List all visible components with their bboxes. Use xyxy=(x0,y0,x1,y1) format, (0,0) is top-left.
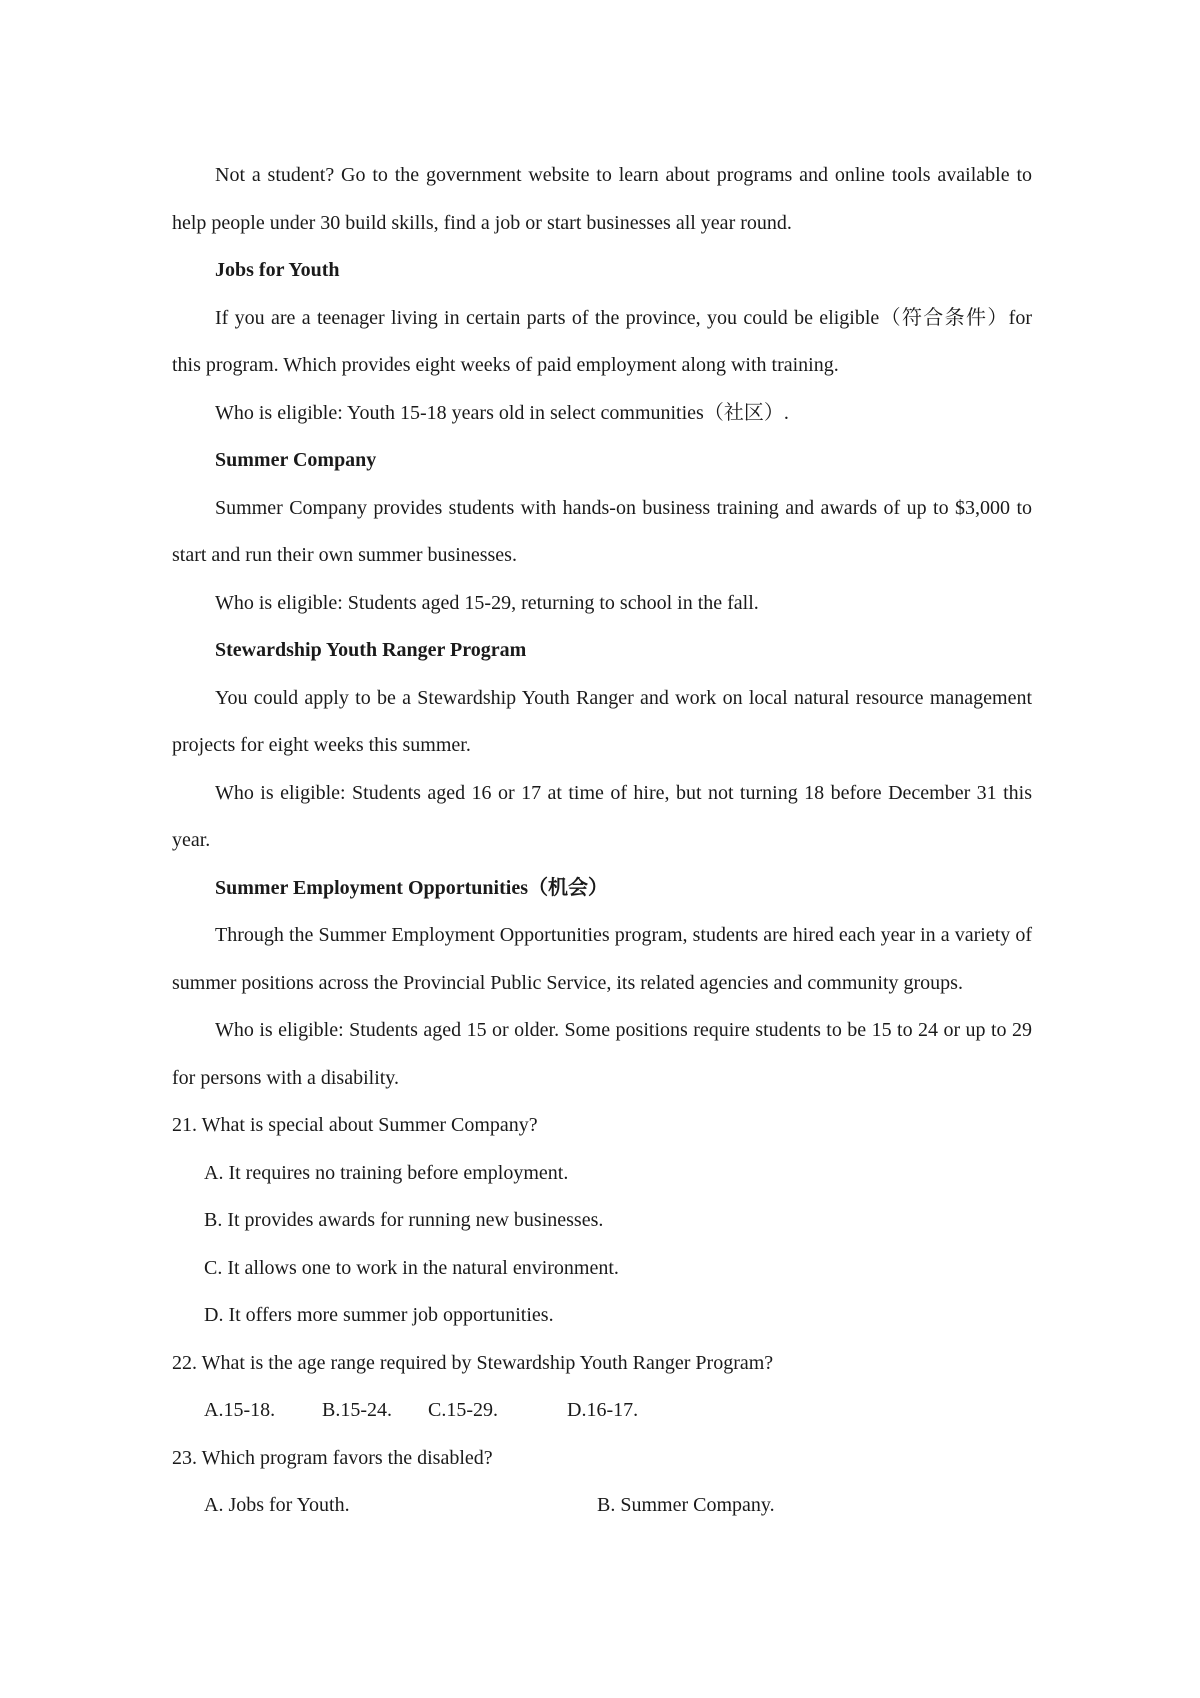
option-b: B. Summer Company. xyxy=(597,1494,775,1516)
section-body: If you are a teenager living in certain parts of the province, you could be eligible（符合条件）for this program. Which provides eight weeks of paid employment along with training. xyxy=(172,306,1032,376)
option-a: A.15-18. xyxy=(204,1399,276,1421)
option-d: D.16-17. xyxy=(567,1399,639,1421)
section-stewardship-youth-ranger xyxy=(172,627,1032,865)
section-jobs-for-youth xyxy=(172,247,1032,437)
section-summer-employment xyxy=(172,865,1032,1103)
option-c: C.15-29. xyxy=(428,1399,498,1421)
question-stem: 22. What is the age range required by Stewardship Youth Ranger Program? xyxy=(172,1351,774,1374)
section-heading: Jobs for Youth xyxy=(215,259,340,281)
section-eligibility: Who is eligible: Students aged 15-29, returning to school in the fall. xyxy=(215,591,759,614)
option-d: D. It offers more summer job opportunities. xyxy=(204,1304,554,1326)
option-b: B. It provides awards for running new businesses. xyxy=(204,1209,604,1231)
options-row xyxy=(172,1387,1032,1435)
section-eligibility: Who is eligible: Youth 15-18 years old in select communities（社区）. xyxy=(215,401,789,424)
question-22 xyxy=(172,1340,1032,1435)
option-c: C. It allows one to work in the natural environment. xyxy=(204,1256,619,1279)
question-stem: 21. What is special about Summer Company? xyxy=(172,1114,538,1136)
section-summer-company xyxy=(172,437,1032,627)
section-body: Through the Summer Employment Opportunities program, students are hired each year in a variety of summer positions across the Provincial Public Service, its related agencies and community groups. xyxy=(172,924,1032,994)
options-row xyxy=(172,1482,1032,1530)
document-page xyxy=(172,152,1032,1530)
section-eligibility: Who is eligible: Students aged 15 or older. Some positions require students to be 15 to 24 or up to 29 for persons with a disability. xyxy=(172,1019,1032,1089)
option-a: A. It requires no training before employment. xyxy=(204,1161,569,1184)
question-21 xyxy=(172,1102,1032,1340)
option-a: A. Jobs for Youth. xyxy=(204,1494,350,1516)
section-body: Summer Company provides students with hands-on business training and awards of up to $3,000 to start and run their own summer businesses. xyxy=(172,496,1032,566)
section-heading: Summer Company xyxy=(215,449,377,471)
section-body: You could apply to be a Stewardship Youth Ranger and work on local natural resource management projects for eight weeks this summer. xyxy=(172,686,1032,756)
intro-paragraph: Not a student? Go to the government website to learn about programs and online tools available to help people under 30 build skills, find a job or start businesses all year round. xyxy=(172,164,1032,234)
question-23 xyxy=(172,1435,1032,1530)
section-heading: Stewardship Youth Ranger Program xyxy=(215,639,527,661)
section-eligibility: Who is eligible: Students aged 16 or 17 at time of hire, but not turning 18 before December 31 this year. xyxy=(172,781,1032,851)
question-stem: 23. Which program favors the disabled? xyxy=(172,1446,493,1469)
section-heading: Summer Employment Opportunities（机会） xyxy=(215,876,608,899)
option-b: B.15-24. xyxy=(322,1399,392,1421)
